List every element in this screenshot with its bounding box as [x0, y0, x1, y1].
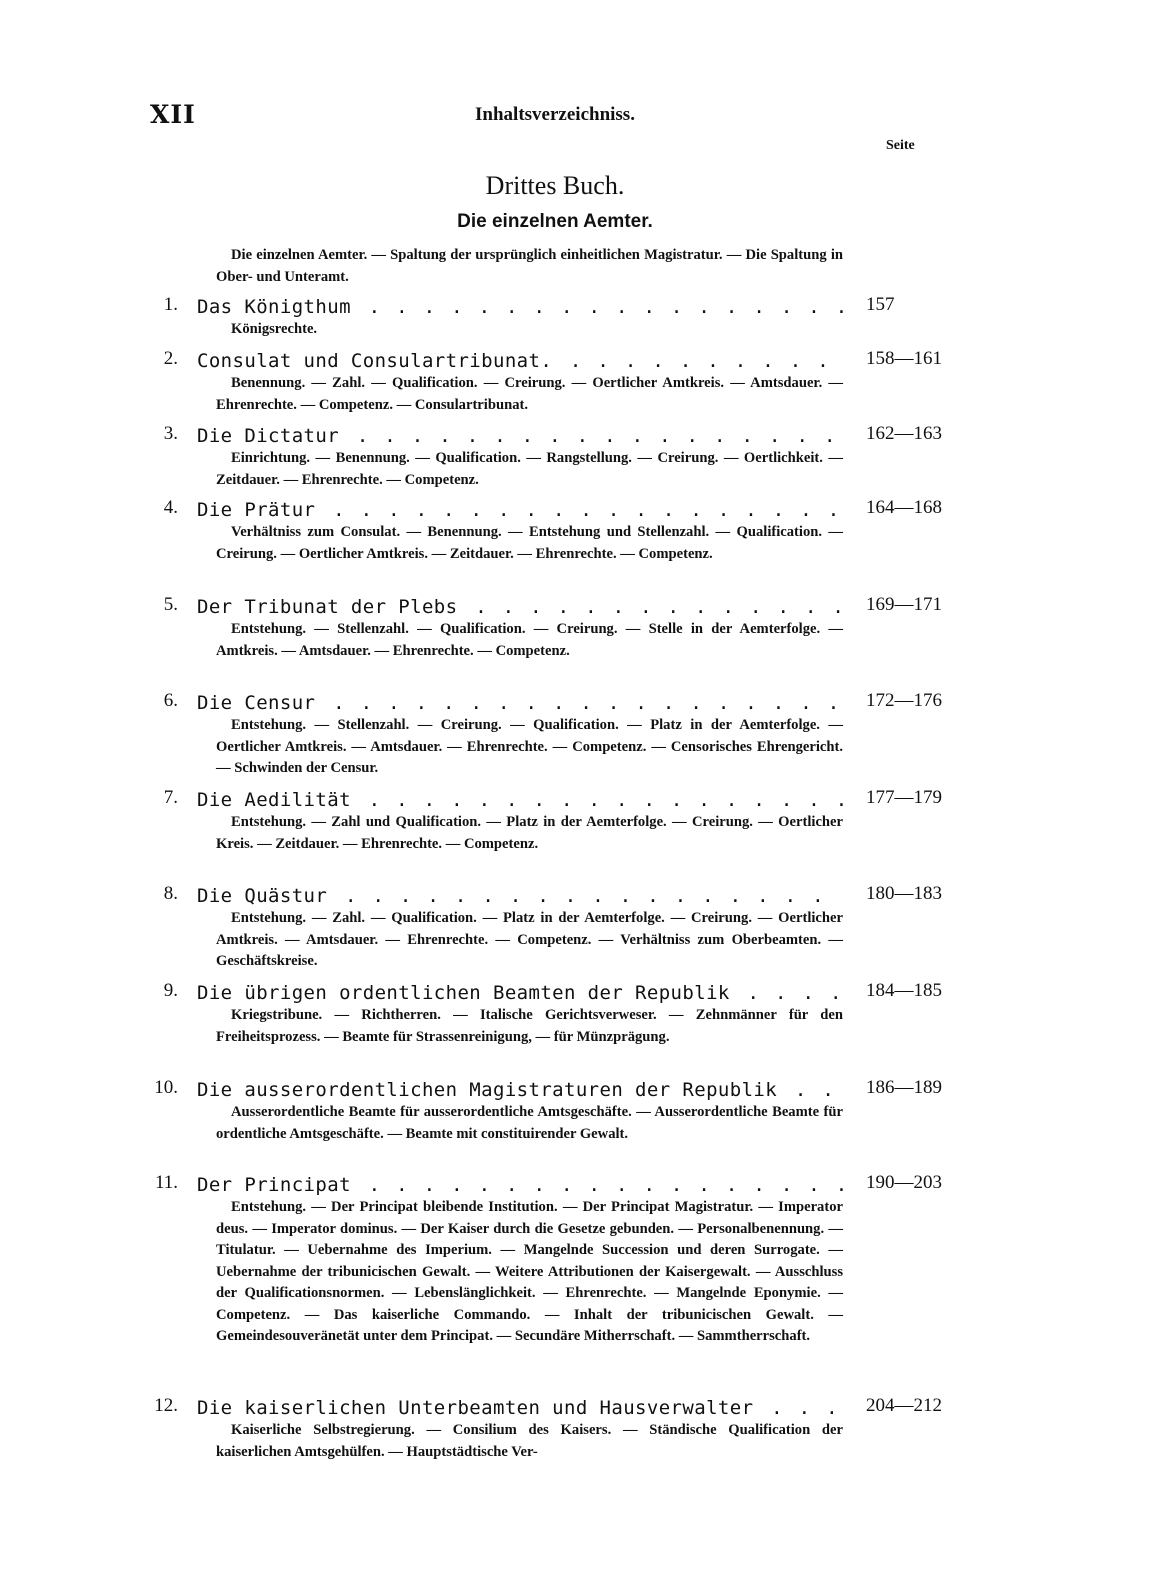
- toc-entry-head: [140, 688, 960, 718]
- toc-entry: [140, 292, 960, 341]
- toc-entry-pages: 169—171: [866, 594, 942, 615]
- toc-entry-pages: 204—212: [866, 1395, 942, 1416]
- toc-entry-number: 8.: [163, 883, 178, 904]
- toc-entry-description: Entstehung. — Zahl. — Qualification. — Platz in der Aemterfolge. — Creirung. — Oertlicher Amtkreis. — Amtsdauer. — Ehrenrechte. — Competenz. — Verhältniss zum Oberbeamten. — Geschäftskreise.: [216, 910, 843, 969]
- toc-entry-head: [140, 346, 960, 376]
- toc-entry-title: Die Censur: [197, 692, 319, 714]
- toc-entry-description: Entstehung. — Der Principat bleibende Institution. — Der Principat Magistratur. — Imperator deus. — Imperator dominus. — Der Kaiser durch die Gesetze gebunden. — Personalbenennung. — Titulatur. — Uebernahme des Imperium. — Mangelnde Succession und deren Surrogate. — Uebernahme der tribunicischen Gewalt. — Weitere Attributionen der Kaisergewalt. — Ausschluss der Qualificationsnormen. — Lebenslänglichkeit. — Ehrenrechte. — Mangelnde Eponymie. — Competenz. — Das kaiserliche Commando. — Inhalt der tribunicischen Gewalt. — Gemeindesouveränetät unter dem Principat. — Secundäre Mitherrschaft. — Sammtherrschaft.: [216, 1199, 843, 1344]
- toc-entry-title: Die Quästur: [197, 885, 331, 907]
- toc-entry-pages: 158—161: [866, 348, 942, 369]
- toc-entry-description: Entstehung. — Zahl und Qualification. — Platz in der Aemterfolge. — Creirung. — Oertlicher Kreis. — Zeitdauer. — Ehrenrechte. — Competenz.: [216, 814, 843, 852]
- toc-entry-pages: 186—189: [866, 1077, 942, 1098]
- toc-entry-title-leader: [197, 292, 843, 322]
- toc-entry-description: Kriegstribune. — Richtherren. — Italische Gerichtsverweser. — Zehnmänner für den Freiheitsprozess. — Beamte für Strassenreinigung, — für Münzprägung.: [216, 1007, 843, 1045]
- toc-entry-head: [140, 785, 960, 815]
- toc-entry-pages: 162—163: [866, 423, 942, 444]
- toc-entry: [140, 346, 960, 416]
- toc-entry-title-leader: [197, 592, 843, 622]
- toc-entry-title: Der Tribunat der Plebs: [197, 596, 461, 618]
- toc-entry-title: Die Aedilität: [197, 789, 355, 811]
- toc-entry: [140, 785, 960, 855]
- toc-entry-pages: 184—185: [866, 980, 942, 1001]
- toc-entry-pages: 190—203: [866, 1172, 942, 1193]
- toc-entry-pages: 164—168: [866, 497, 942, 518]
- toc-entry-number: 7.: [163, 787, 178, 808]
- toc-entry-description: Verhältniss zum Consulat. — Benennung. — Entstehung und Stellenzahl. — Qualification. — Creirung. — Oertlicher Amtkreis. — Zeitdauer. — Ehrenrechte. — Competenz.: [216, 524, 843, 562]
- toc-entry-title-leader: [197, 1075, 843, 1105]
- toc-entry-head: [140, 495, 960, 525]
- toc-entry: [140, 1170, 960, 1348]
- toc-entry: [140, 978, 960, 1048]
- toc-entry-title: Die kaiserlichen Unterbeamten und Hausverwalter: [197, 1397, 757, 1419]
- toc-entry-title: Die Dictatur: [197, 425, 343, 447]
- book-intro: Die einzelnen Aemter. — Spaltung der ursprünglich einheitlichen Magistratur. — Die Spaltung in Ober- und Unteramt.: [216, 247, 843, 285]
- toc-entry-pages: 180—183: [866, 883, 942, 904]
- toc-entry-head: [140, 421, 960, 451]
- toc-entry-title-leader: [197, 688, 843, 718]
- toc-entry-number: 12.: [154, 1395, 178, 1416]
- toc-entry-pages: 177—179: [866, 787, 942, 808]
- toc-entry-title: Consulat und Consulartribunat.: [197, 350, 556, 372]
- toc-entry-head: [140, 1393, 960, 1423]
- toc-entry-head: [140, 1170, 960, 1200]
- toc-entry-head: [140, 978, 960, 1008]
- toc-entry-number: 4.: [163, 497, 178, 518]
- toc-entry-title-leader: [197, 495, 843, 525]
- toc-entry-number: 3.: [163, 423, 178, 444]
- toc-entry-description: Königsrechte.: [231, 321, 318, 337]
- toc-entry-pages: 172—176: [866, 690, 942, 711]
- toc-entry-head: [140, 881, 960, 911]
- toc-entry-title-leader: [197, 881, 843, 911]
- toc-entry: [140, 421, 960, 491]
- toc-entry-title-leader: [197, 346, 843, 376]
- toc-entry-number: 11.: [154, 1172, 178, 1193]
- toc-entry-number: 5.: [163, 594, 178, 615]
- toc-entry-title-leader: [197, 421, 843, 451]
- toc-entry-description: Einrichtung. — Benennung. — Qualification. — Rangstellung. — Creirung. — Oertlichkeit. — Zeitdauer. — Ehrenrechte. — Competenz.: [216, 450, 843, 488]
- toc-entry-title: Die Prätur: [197, 499, 319, 521]
- toc-entry-head: [140, 592, 960, 622]
- toc-entry: [140, 495, 960, 565]
- toc-entry-title-leader: [197, 785, 843, 815]
- toc-entry-title: Die übrigen ordentlichen Beamten der Republik: [197, 982, 734, 1004]
- toc-entry-title: Die ausserordentlichen Magistraturen der Republik: [197, 1079, 781, 1101]
- toc-entry-number: 1.: [163, 294, 178, 315]
- toc-entry-head: [140, 1075, 960, 1105]
- book-title: Drittes Buch.: [485, 171, 625, 200]
- toc-entry-description: Entstehung. — Stellenzahl. — Qualification. — Creirung. — Stelle in der Aemterfolge. — Amtkreis. — Amtsdauer. — Ehrenrechte. — Competenz.: [216, 621, 843, 659]
- toc-entry-title: Das Königthum: [197, 296, 355, 318]
- toc-entry-number: 2.: [163, 348, 178, 369]
- toc-entry-number: 9.: [163, 980, 178, 1001]
- toc-entry-number: 6.: [163, 690, 178, 711]
- toc-entry-number: 10.: [154, 1077, 178, 1098]
- seite-column-label: Seite: [886, 138, 915, 153]
- toc-entry-title: Der Principat: [197, 1174, 355, 1196]
- toc-entry: [140, 1075, 960, 1145]
- toc-entry-description: Benennung. — Zahl. — Qualification. — Creirung. — Oertlicher Amtkreis. — Amtsdauer. — Ehrenrechte. — Competenz. — Consulartribunat.: [216, 375, 843, 413]
- book-subtitle: Die einzelnen Aemter.: [457, 211, 653, 232]
- toc-entry-pages: 157: [866, 294, 895, 315]
- running-header: Inhaltsverzeichniss.: [475, 104, 635, 125]
- toc-entry-head: [140, 292, 960, 322]
- toc-entry: [140, 592, 960, 662]
- page-number: XII: [150, 100, 196, 129]
- toc-entry-title-leader: [197, 978, 843, 1008]
- toc-entry: [140, 881, 960, 973]
- toc-entry-title-leader: [197, 1170, 843, 1200]
- toc-entry-title-leader: [197, 1393, 843, 1423]
- toc-entry: [140, 688, 960, 780]
- toc-entry-description: Kaiserliche Selbstregierung. — Consilium des Kaisers. — Ständische Qualification der kaiserlichen Amtsgehülfen. — Hauptstädtische Ver-: [216, 1422, 843, 1460]
- toc-entry-description: Entstehung. — Stellenzahl. — Creirung. — Qualification. — Platz in der Aemterfolge. — Oertlicher Amtkreis. — Amtsdauer. — Ehrenrechte. — Competenz. — Censorisches Ehrengericht. — Schwinden der Censur.: [216, 717, 843, 776]
- toc-entry-description: Ausserordentliche Beamte für ausserordentliche Amtsgeschäfte. — Ausserordentliche Beamte für ordentliche Amtsgeschäfte. — Beamte mit constituirender Gewalt.: [216, 1104, 843, 1142]
- toc-entry: [140, 1393, 960, 1463]
